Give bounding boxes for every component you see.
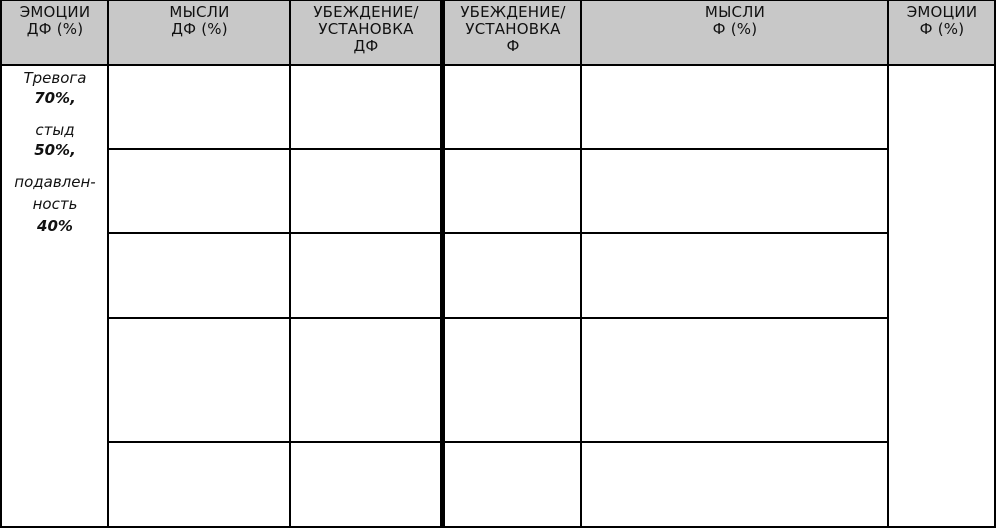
header-belief-f	[445, 4, 581, 55]
header-line: ДФ (%)	[171, 20, 228, 38]
header-emotions-f	[889, 4, 995, 38]
header-thoughts-df	[109, 4, 290, 38]
emotion-percent: 70%,	[34, 89, 76, 107]
emotions-f-cell[interactable]	[889, 66, 994, 526]
header-line: ДФ	[353, 37, 379, 55]
emotion-shame	[2, 120, 108, 160]
emotion-word: подавлен-	[14, 173, 96, 191]
header-line: ЭМОЦИИ	[906, 3, 978, 21]
row-divider	[107, 232, 889, 234]
emotion-word: ность	[32, 195, 78, 213]
header-line: ДФ (%)	[26, 20, 84, 38]
emotion-percent: 50%,	[34, 141, 76, 159]
thoughts-df-cell[interactable]	[109, 66, 289, 148]
border-left	[0, 0, 2, 528]
emotion-word: Тревога	[23, 69, 87, 87]
row-divider	[107, 317, 889, 319]
belief-f-cell[interactable]	[445, 66, 580, 148]
header-line: МЫСЛИ	[169, 3, 230, 21]
header-line: Ф (%)	[919, 20, 965, 38]
header-line: ЭМОЦИИ	[19, 3, 91, 21]
header-thoughts-f	[582, 4, 888, 38]
header-belief-df	[291, 4, 441, 55]
belief-df-cell[interactable]	[291, 66, 440, 148]
header-line: УБЕЖДЕНИЕ/	[460, 3, 566, 21]
emotion-percent: 40%	[37, 217, 73, 235]
emotion-depression	[2, 171, 108, 237]
header-line: МЫСЛИ	[704, 3, 766, 21]
header-line: Ф (%)	[712, 20, 758, 38]
border-top	[0, 0, 996, 1]
row-divider	[107, 441, 889, 443]
emotion-word: стыд	[35, 121, 75, 139]
header-line: УБЕЖДЕНИЕ/	[313, 3, 419, 21]
header-line: Ф	[506, 37, 520, 55]
thoughts-f-cell[interactable]	[582, 66, 887, 148]
header-line: УСТАНОВКА	[318, 20, 414, 38]
emotion-anxiety	[2, 68, 108, 108]
header-line: УСТАНОВКА	[465, 20, 561, 38]
row-divider	[107, 148, 889, 150]
header-emotions-df	[2, 4, 108, 38]
